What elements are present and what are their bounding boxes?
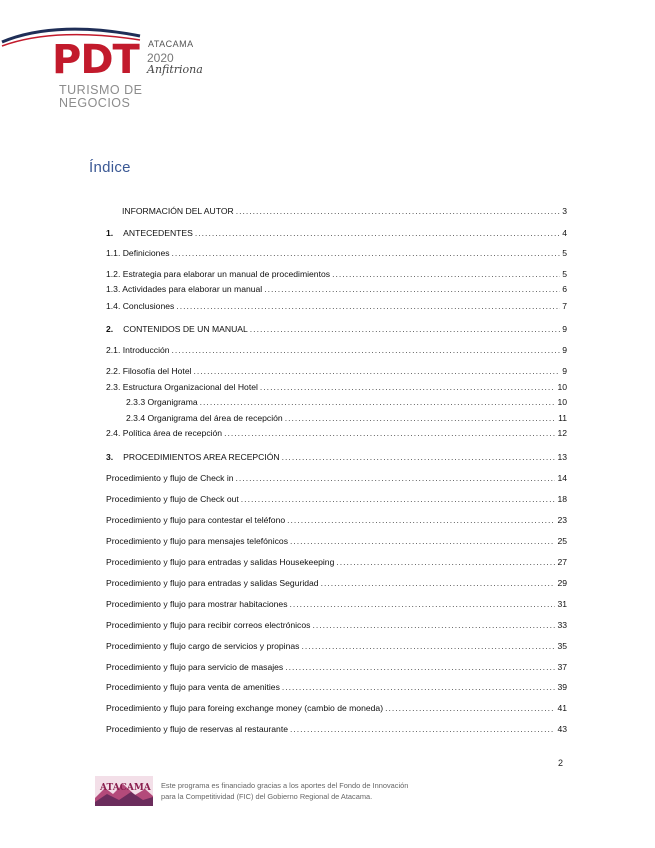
toc-entry-page: 31: [557, 599, 567, 609]
toc-leader: [290, 724, 555, 735]
toc-leader: [260, 382, 556, 393]
toc-title: Índice: [89, 159, 131, 176]
toc-leader: [285, 413, 556, 424]
toc-leader: [172, 345, 561, 356]
toc-entry[interactable]: [106, 428, 567, 439]
toc-entry-page: 9: [562, 345, 567, 355]
toc-entry[interactable]: [106, 269, 567, 280]
toc-entry[interactable]: [106, 724, 567, 735]
toc-leader: [290, 536, 555, 547]
footer-logo-text: ATACAMA: [100, 783, 151, 793]
toc-leader: [301, 641, 555, 652]
toc-entry-label: 2.1. Introducción: [106, 345, 170, 355]
toc-entry-page: 9: [562, 366, 567, 376]
toc-entry[interactable]: [122, 206, 567, 217]
toc-entry[interactable]: [106, 620, 567, 631]
toc-entry-page: 18: [557, 494, 567, 504]
page-number: 2: [558, 758, 564, 768]
toc-entry-page: 25: [557, 536, 567, 546]
footer-line-1: Este programa es financiado gracias a los aportes del Fondo de Innovación: [161, 781, 409, 790]
toc-entry-label: Procedimiento y flujo de Check in: [106, 473, 234, 483]
toc-entry[interactable]: [106, 515, 567, 526]
toc-entry-page: 13: [557, 452, 567, 462]
toc-entry-page: 7: [562, 301, 567, 311]
toc-leader: [172, 248, 561, 259]
toc-entry-label: Procedimiento y flujo para mostrar habitaciones: [106, 599, 288, 609]
toc-entry[interactable]: [106, 366, 567, 377]
toc-leader: [282, 682, 556, 693]
toc-entry-page: 39: [557, 682, 567, 692]
toc-entry-label: ANTECEDENTES: [123, 228, 193, 238]
toc-entry[interactable]: [106, 703, 567, 714]
toc-leader: [264, 284, 560, 295]
toc-entry-label: 2.4. Política área de recepción: [106, 428, 223, 438]
footer-line-2: para la Competitividad (FIC) del Gobierno Regional de Atacama.: [161, 792, 373, 801]
toc-entry[interactable]: [106, 452, 567, 463]
toc-entry[interactable]: [106, 228, 567, 239]
toc-entry-page: 35: [557, 641, 567, 651]
toc-entry-label: Procedimiento y flujo para recibir correos electrónicos: [106, 620, 311, 630]
toc-leader: [290, 599, 556, 610]
toc-entry-label: Procedimiento y flujo para servicio de masajes: [106, 662, 284, 672]
footer-logo-icon: [95, 776, 153, 806]
toc-leader: [194, 366, 561, 377]
toc-entry-label: Procedimiento y flujo de reservas al restaurante: [106, 724, 288, 734]
toc-entry-label: 1.3. Actividades para elaborar un manual: [106, 284, 263, 294]
toc-entry-label: 2.3.4 Organigrama del área de recepción: [126, 413, 283, 423]
toc-entry-label: PROCEDIMIENTOS AREA RECEPCIÓN: [123, 452, 280, 462]
toc-leader: [336, 557, 555, 568]
toc-entry[interactable]: [126, 413, 567, 424]
toc-entry-page: 10: [557, 382, 567, 392]
toc-entry-number: 1.: [106, 228, 114, 238]
toc-entry[interactable]: [106, 382, 567, 393]
toc-entry-label: 1.1. Definiciones: [106, 248, 170, 258]
toc-entry-page: 4: [562, 228, 567, 238]
toc-entry-number: 2.: [106, 324, 114, 334]
toc-entry-page: 3: [562, 206, 567, 216]
logo-tagline: TURISMO DE NEGOCIOS: [59, 83, 143, 110]
toc-entry-label: 2.3. Estructura Organizacional del Hotel: [106, 382, 258, 392]
toc-entry[interactable]: [106, 682, 567, 693]
toc-entry-number: 3.: [106, 452, 114, 462]
toc-entry-page: 10: [557, 397, 567, 407]
toc-entry-page: 6: [562, 284, 567, 294]
toc-leader: [312, 620, 555, 631]
toc-entry[interactable]: [106, 301, 567, 312]
toc-entry-page: 9: [562, 324, 567, 334]
toc-entry-page: 5: [562, 269, 567, 279]
toc-entry[interactable]: [106, 662, 567, 673]
toc-entry-label: Procedimiento y flujo para contestar el teléfono: [106, 515, 286, 525]
toc-leader: [200, 397, 556, 408]
toc-entry[interactable]: [106, 324, 567, 335]
toc-leader: [224, 428, 555, 439]
toc-entry-label: Procedimiento y flujo cargo de servicios y propinas: [106, 641, 300, 651]
toc-entry[interactable]: [106, 557, 567, 568]
toc-entry-label: Procedimiento y flujo para entradas y salidas Seguridad: [106, 578, 319, 588]
toc-entry[interactable]: [106, 599, 567, 610]
toc-leader: [385, 703, 555, 714]
toc-entry-page: 23: [557, 515, 567, 525]
toc-leader: [176, 301, 560, 312]
toc-entry-page: 29: [557, 578, 567, 588]
toc-entry-label: 2.2. Filosofía del Hotel: [106, 366, 192, 376]
toc-entry-label: Procedimiento y flujo para foreing exchange money (cambio de moneda): [106, 703, 384, 713]
toc-leader: [321, 578, 556, 589]
toc-entry-page: 5: [562, 248, 567, 258]
toc-entry-page: 27: [557, 557, 567, 567]
toc-entry[interactable]: [106, 345, 567, 356]
toc-entry-page: 11: [558, 413, 567, 423]
toc-entry-label: INFORMACIÓN DEL AUTOR: [122, 206, 234, 216]
toc-entry-page: 37: [557, 662, 567, 672]
toc-entry-label: CONTENIDOS DE UN MANUAL: [123, 324, 248, 334]
toc-leader: [285, 662, 555, 673]
toc-entry-label: 1.4. Conclusiones: [106, 301, 175, 311]
toc-leader: [282, 452, 556, 463]
toc-entry-page: 33: [557, 620, 567, 630]
toc-leader: [195, 228, 560, 239]
toc-entry-label: Procedimiento y flujo para mensajes telefónicos: [106, 536, 288, 546]
toc-leader: [332, 269, 560, 280]
footer-note: [161, 780, 461, 802]
toc-entry[interactable]: [106, 248, 567, 259]
toc-entry-page: 12: [557, 428, 567, 438]
toc-leader: [241, 494, 556, 505]
logo-year: 2020: [147, 51, 174, 65]
logo-pdt: PDT: [52, 37, 139, 83]
toc-leader: [287, 515, 555, 526]
toc-entry-page: 14: [557, 473, 567, 483]
toc-entry[interactable]: [106, 284, 567, 295]
toc-leader: [250, 324, 560, 335]
toc-entry[interactable]: [126, 397, 567, 408]
toc-entry[interactable]: [106, 473, 567, 484]
toc-entry[interactable]: [106, 578, 567, 589]
toc-entry-label: Procedimiento y flujo de Check out: [106, 494, 239, 504]
toc-entry[interactable]: [106, 494, 567, 505]
toc-leader: [236, 206, 560, 217]
toc-entry[interactable]: [106, 641, 567, 652]
toc-entry[interactable]: [106, 536, 567, 547]
toc-entry-label: 1.2. Estrategia para elaborar un manual de procedimientos: [106, 269, 331, 279]
toc-leader: [236, 473, 556, 484]
toc-entry-label: Procedimiento y flujo para entradas y salidas Housekeeping: [106, 557, 335, 567]
toc-entry-label: Procedimiento y flujo para venta de amenities: [106, 682, 280, 692]
logo-script: Anfitriona: [147, 63, 203, 76]
toc-entry-page: 41: [557, 703, 567, 713]
toc-entry-page: 43: [557, 724, 567, 734]
logo-region: ATACAMA: [148, 39, 194, 49]
toc-entry-label: 2.3.3 Organigrama: [126, 397, 198, 407]
